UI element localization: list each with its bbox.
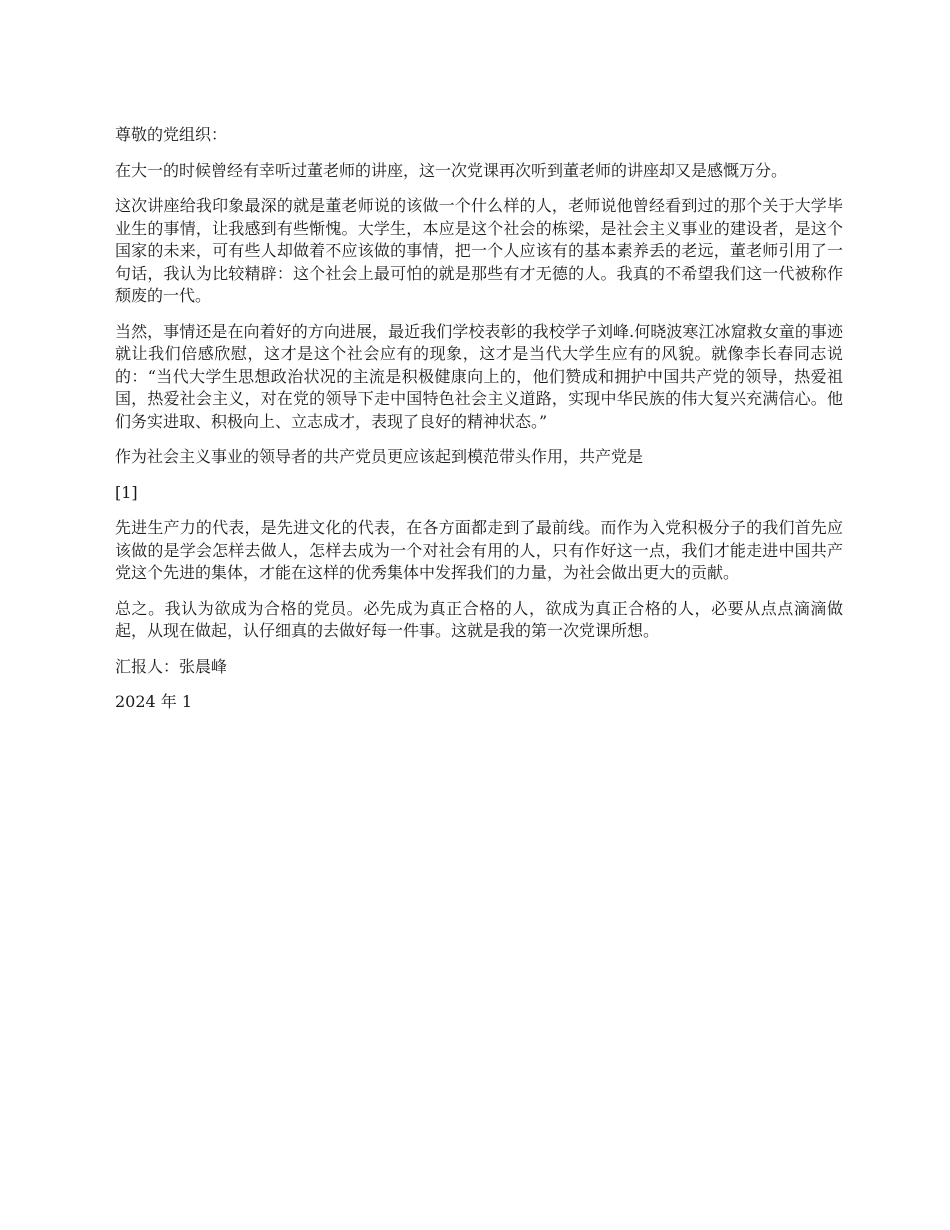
footnote-marker: [1] (115, 482, 138, 502)
paragraph-lecture-impression: 这次讲座给我印象最深的就是董老师说的该做一个什么样的人，老师说他曾经看到过的那个关于大学毕业生的事情，让我感到有些惭愧。大学生，本应是这个社会的栋梁，是社会主义事业的建设者，是这个国家的未来，可有些人却做着不应该做的事情，把一个人应该有的基本素养丢的老远，董老师引用了一句话，我认为比较精辟：这个社会上最可怕的就是那些有才无德的人。我真的不希望我们这一代被称作颓废的一代。 (115, 196, 843, 305)
salutation: 尊敬的党组织： (115, 125, 228, 144)
document-body (115, 124, 843, 727)
paragraph-intro: 在大一的时候曾经有幸听过董老师的讲座，这一次党课再次听到董老师的讲座却又是感慨万分。 (115, 160, 788, 180)
paragraph-advanced-representative: 先进生产力的代表，是先进文化的代表，在各方面都走到了最前线。而作为入党积极分子的我们首先应该做的是学会怎样去做人，怎样去成为一个对社会有用的人，只有作好这一点，我们才能走进中国共产党这个先进的集体，才能在这样的优秀集体中发挥我们的力量，为社会做出更大的贡献。 (115, 518, 843, 582)
reporter-signature: 汇报人：张晨峰 (115, 656, 228, 676)
paragraph-party-role: 作为社会主义事业的领导者的共产党员更应该起到模范带头作用，共产党是 (115, 447, 644, 466)
report-date: 2024 年 1 (115, 692, 193, 711)
paragraph-positive-progress: 当然，事情还是在向着好的方向进展，最近我们学校表彰的我校学子刘峰.何晓波寒江冰窟救女童的事迹就让我们倍感欣慰，这才是这个社会应有的现象，这才是当代大学生应有的风貌。就像李长春同志说的：“当代大学生思想政治状况的主流是积极健康向上的，他们赞成和拥护中国共产党的领导，热爱祖国，热爱社会主义，对在党的领导下走中国特色社会主义道路，实现中华民族的伟大复兴充满信心。他们务实进取、积极向上、立志成才，表现了良好的精神状态。” (115, 321, 843, 431)
paragraph-conclusion: 总之。我认为欲成为合格的党员。必先成为真正合格的人，欲成为真正合格的人，必要从点点滴滴做起，从现在做起，认仔细真的去做好每一件事。这就是我的第一次党课所想。 (115, 598, 843, 640)
